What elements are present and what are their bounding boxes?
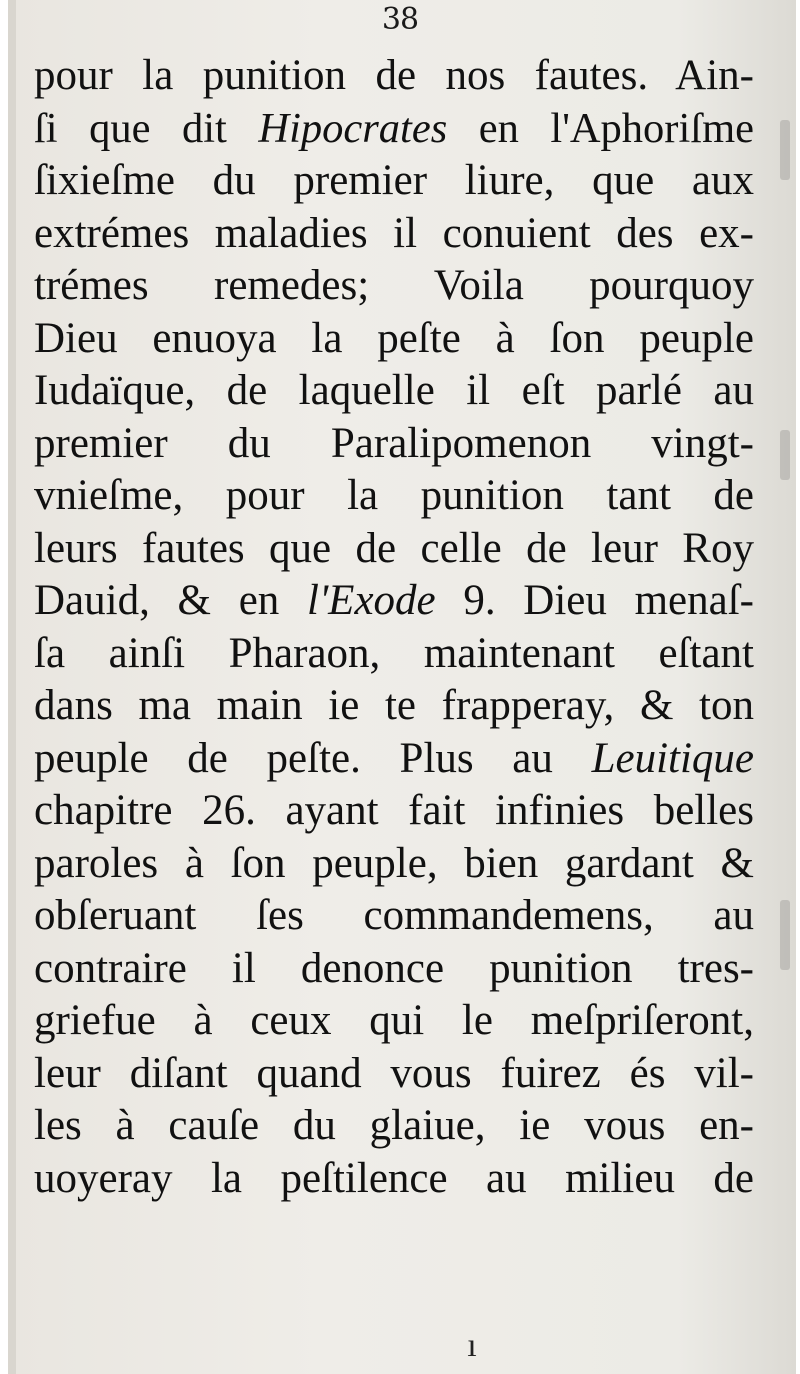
text-line	[34, 838, 754, 891]
text-run: obſeruant ſes commandemens, au	[34, 892, 754, 939]
text-run: ſixieſme du premier liure, que aux	[34, 157, 754, 204]
text-run: pour la punition de nos fautes. Ain-	[34, 52, 754, 99]
text-line	[34, 575, 754, 628]
text-line	[34, 470, 754, 523]
text-run: 9. Dieu menaſ-	[435, 577, 754, 624]
italic-title: Leuitique	[591, 734, 754, 782]
text-run: dans ma main ie te frapperay, & ton	[34, 682, 754, 729]
ink-bleed-mark	[780, 430, 790, 480]
text-run: uoyeray la peſtilence au milieu de	[34, 1154, 754, 1202]
page-gutter-edge	[8, 0, 16, 1374]
body-text	[34, 50, 754, 1205]
bottom-printer-mark: ı	[467, 1327, 477, 1364]
text-run: extrémes maladies il conuient des ex-	[34, 209, 754, 257]
text-run: Dauid, & en	[34, 577, 308, 624]
text-run: chapitre 26. ayant fait infinies belles	[34, 787, 754, 834]
text-line	[34, 208, 754, 261]
text-run: vnieſme, pour la punition tant de	[34, 472, 754, 519]
text-line	[34, 680, 754, 733]
text-run: trémes remedes; Voila pourquoy	[34, 262, 754, 309]
ink-bleed-mark	[780, 900, 790, 970]
text-run: les à cauſe du glaiue, ie vous en-	[34, 1102, 754, 1149]
italic-title: l'Exode	[307, 577, 436, 624]
text-line	[34, 890, 754, 943]
text-run: contraire il denonce punition tres-	[34, 944, 754, 992]
text-line	[34, 995, 754, 1048]
text-line	[34, 418, 754, 471]
text-line	[34, 365, 754, 418]
text-line	[34, 50, 754, 103]
text-line	[34, 1153, 754, 1206]
text-line	[34, 785, 754, 838]
text-line	[34, 943, 754, 996]
text-run: paroles à ſon peuple, bien gardant &	[34, 839, 754, 887]
text-run: leurs fautes que de celle de leur Roy	[34, 524, 754, 572]
text-run: peuple de peſte. Plus au	[34, 734, 592, 782]
text-line	[34, 1100, 754, 1153]
ink-bleed-mark	[780, 120, 790, 180]
text-line	[34, 313, 754, 366]
text-line	[34, 155, 754, 208]
text-line	[34, 733, 754, 786]
text-line	[34, 628, 754, 681]
text-line	[34, 260, 754, 313]
italic-title: Hipocrates	[258, 104, 448, 152]
text-line	[34, 1048, 754, 1101]
text-run: griefue à ceux qui le meſpriſeront,	[34, 997, 754, 1044]
text-run: en l'Aphoriſme	[447, 104, 754, 152]
text-run: Dieu enuoya la peſte à ſon peuple	[34, 314, 754, 362]
text-line	[34, 523, 754, 576]
text-run: premier du Paralipomenon vingt-	[34, 419, 754, 467]
page-number: 38	[381, 2, 419, 37]
text-run: ſi que dit	[34, 104, 259, 152]
text-run: Iudaïque, de laquelle il eſt parlé au	[34, 367, 754, 414]
text-run: ſa ainſi Pharaon, maintenant eſtant	[34, 629, 754, 677]
text-run: leur diſant quand vous fuirez és vil-	[34, 1049, 754, 1097]
text-line	[34, 103, 754, 156]
